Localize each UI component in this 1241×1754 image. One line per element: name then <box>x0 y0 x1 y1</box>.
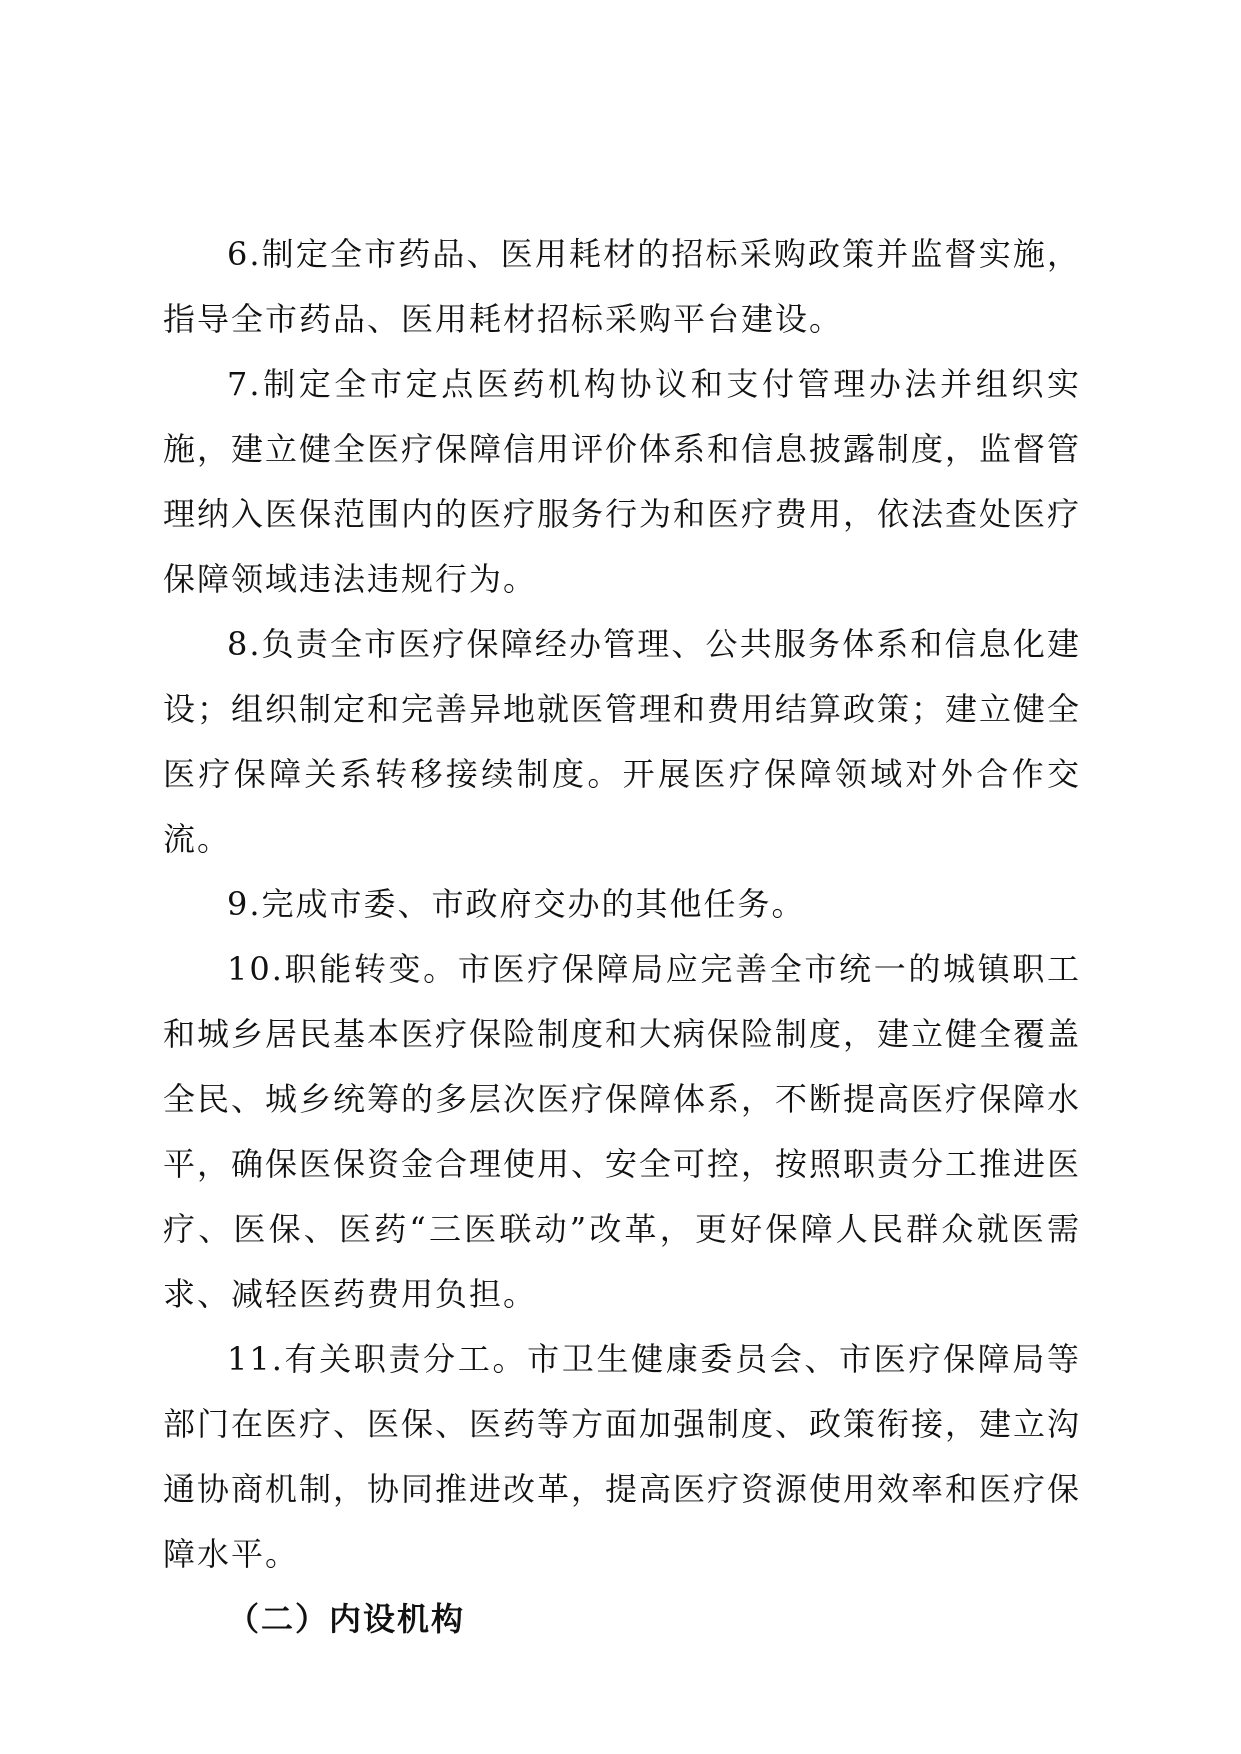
paragraph-item-9: 9.完成市委、市政府交办的其他任务。 <box>227 885 806 923</box>
paragraph-item-8: 8.负责全市医疗保障经办管理、公共服务体系和信息化建设；组织制定和完善异地就医管理和费用结算政策；建立健全医疗保障关系转移接续制度。开展医疗保障领域对外合作交流。 <box>163 625 1082 858</box>
paragraph-item-6: 6.制定全市药品、医用耗材的招标采购政策并监督实施，指导全市药品、医用耗材招标采购平台建设。 <box>163 235 1081 338</box>
paragraph-item-11: 11.有关职责分工。市卫生健康委员会、市医疗保障局等部门在医疗、医保、医药等方面加强制度、政策衔接，建立沟通协商机制，协同推进改革，提高医疗资源使用效率和医疗保障水平。 <box>163 1340 1082 1573</box>
section-heading: （二）内设机构 <box>227 1600 466 1638</box>
paragraph-item-7: 7.制定全市定点医药机构协议和支付管理办法并组织实施，建立健全医疗保障信用评价体系和信息披露制度，监督管理纳入医保范围内的医疗服务行为和医疗费用，依法查处医疗保障领域违法违规行为。 <box>163 365 1082 598</box>
paragraph-item-10: 10.职能转变。市医疗保障局应完善全市统一的城镇职工和城乡居民基本医疗保险制度和大病保险制度，建立健全覆盖全民、城乡统筹的多层次医疗保障体系，不断提高医疗保障水平，确保医保资金合理使用、安全可控，按照职责分工推进医疗、医保、医药“三医联动”改革，更好保障人民群众就医需求、减轻医药费用负担。 <box>163 950 1082 1313</box>
document-body <box>163 222 1081 1652</box>
